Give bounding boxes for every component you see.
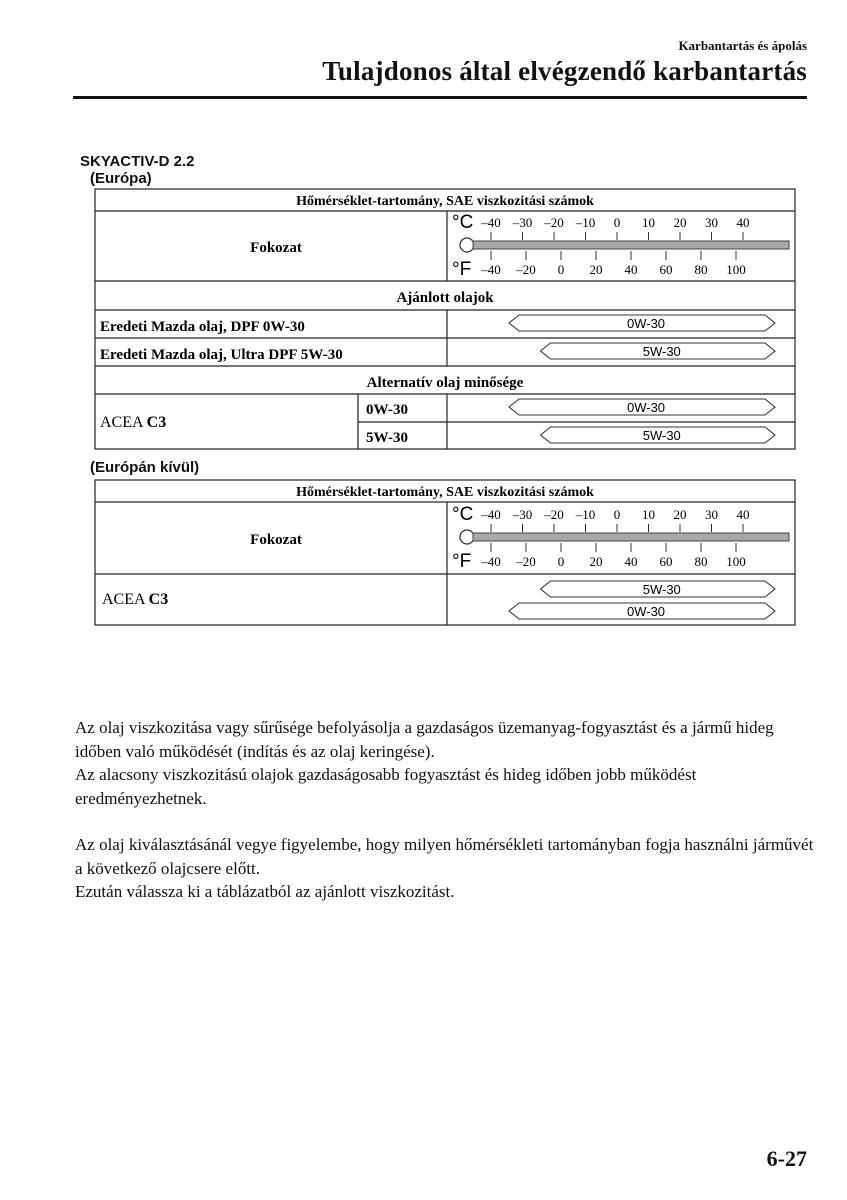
- fahrenheit-tick-label: 60: [659, 554, 673, 569]
- celsius-tick-label: –40: [481, 215, 501, 230]
- section-name: Karbantartás és ápolás: [678, 38, 807, 53]
- fahrenheit-tick-label: 20: [589, 262, 603, 277]
- range-grade-label: 0W-30: [626, 316, 666, 331]
- celsius-tick-label: –30: [512, 215, 533, 230]
- fahrenheit-tick-label: 100: [726, 262, 746, 277]
- fahrenheit-tick-label: –20: [516, 554, 536, 569]
- celsius-tick-label: 10: [642, 507, 655, 522]
- fahrenheit-unit: °F: [452, 259, 472, 280]
- europe-grade-label: Fokozat: [250, 240, 302, 256]
- acea-spec: [102, 591, 168, 608]
- celsius-tick-label: –10: [575, 507, 596, 522]
- celsius-tick-label: 0: [613, 507, 621, 522]
- page-title: Tulajdonos által elvégzendő karbantartás: [322, 56, 807, 86]
- fahrenheit-tick-label: 0: [557, 262, 565, 277]
- europe-alternative-header: Alternatív olaj minősége: [366, 375, 524, 391]
- celsius-unit: °C: [452, 212, 474, 233]
- paragraph: Az olaj kiválasztásánál vegye figyelembe, hogy milyen hőmérsékleti tartományban fogja használni járművét a következő olajcsere előtt.: [75, 835, 814, 878]
- paragraph: Az alacsony viszkozitású olajok gazdaságosabb fogyasztást és hideg időben jobb működést eredményezhetnek.: [75, 765, 697, 808]
- alternative-grade: 5W-30: [366, 430, 408, 446]
- thermometer-bar: [473, 533, 789, 541]
- fahrenheit-tick-label: –20: [516, 262, 536, 277]
- celsius-unit: °C: [452, 504, 474, 525]
- acea-spec-class: C3: [146, 414, 167, 431]
- celsius-tick-label: 20: [673, 215, 687, 230]
- fahrenheit-tick-label: –40: [481, 262, 501, 277]
- range-grade-label: 0W-30: [626, 400, 666, 415]
- europe-table-header: Hőmérséklet-tartomány, SAE viszkozitási számok: [296, 194, 594, 209]
- europe-label: (Európa): [90, 170, 152, 187]
- celsius-tick-label: 20: [673, 507, 687, 522]
- outside-temperature-scale: [452, 504, 789, 572]
- acea-spec-class: C3: [148, 591, 169, 608]
- paragraph: Az olaj viszkozitása vagy sűrűsége befolyásolja a gazdaságos üzemanyag-fogyasztást és a jármű hideg időben való működését (indítás és az olaj keringése).: [75, 718, 774, 761]
- fahrenheit-tick-label: 60: [659, 262, 673, 277]
- fahrenheit-unit: °F: [452, 551, 472, 572]
- engine-label: SKYACTIV-D 2.2: [80, 153, 195, 170]
- alternative-grade: 0W-30: [366, 402, 408, 418]
- fahrenheit-tick-label: 20: [589, 554, 603, 569]
- celsius-tick-label: 40: [736, 507, 750, 522]
- fahrenheit-tick-label: 0: [557, 554, 565, 569]
- celsius-tick-label: 10: [642, 215, 655, 230]
- paragraph: Ezután válassza ki a táblázatból az ajánlott viszkozitást.: [75, 882, 455, 901]
- celsius-tick-label: –40: [481, 507, 501, 522]
- celsius-tick-label: 30: [705, 507, 718, 522]
- recommended-oil-name: Eredeti Mazda olaj, DPF 0W-30: [100, 319, 305, 335]
- fahrenheit-tick-label: 80: [694, 262, 708, 277]
- celsius-tick-label: –10: [575, 215, 596, 230]
- celsius-tick-label: –20: [544, 507, 564, 522]
- outside-table-header: Hőmérséklet-tartomány, SAE viszkozitási számok: [296, 485, 594, 500]
- range-grade-label: 5W-30: [642, 582, 681, 597]
- body-text: [75, 716, 815, 904]
- celsius-tick-label: 40: [736, 215, 750, 230]
- europe-recommended-header: Ajánlott olajok: [396, 290, 494, 306]
- range-grade-label: 5W-30: [642, 344, 681, 359]
- fahrenheit-tick-label: 80: [694, 554, 708, 569]
- acea-spec-prefix: ACEA: [100, 414, 143, 431]
- celsius-tick-label: –20: [544, 215, 564, 230]
- outside-europe-label: (Európán kívül): [90, 459, 200, 476]
- acea-spec-prefix: ACEA: [102, 591, 145, 608]
- recommended-oil-name: Eredeti Mazda olaj, Ultra DPF 5W-30: [100, 347, 343, 363]
- celsius-tick-label: –30: [512, 507, 533, 522]
- outside-range-bars: [509, 581, 775, 619]
- celsius-tick-label: 0: [613, 215, 621, 230]
- celsius-tick-label: 30: [705, 215, 718, 230]
- fahrenheit-tick-label: 40: [624, 554, 638, 569]
- fahrenheit-tick-label: –40: [481, 554, 501, 569]
- range-grade-label: 5W-30: [642, 428, 681, 443]
- fahrenheit-tick-label: 100: [726, 554, 746, 569]
- thermometer-bulb: [460, 530, 474, 544]
- page-number: 6-27: [766, 1146, 807, 1171]
- fahrenheit-tick-label: 40: [624, 262, 638, 277]
- outside-grade-label: Fokozat: [250, 532, 302, 548]
- range-grade-label: 0W-30: [626, 604, 666, 619]
